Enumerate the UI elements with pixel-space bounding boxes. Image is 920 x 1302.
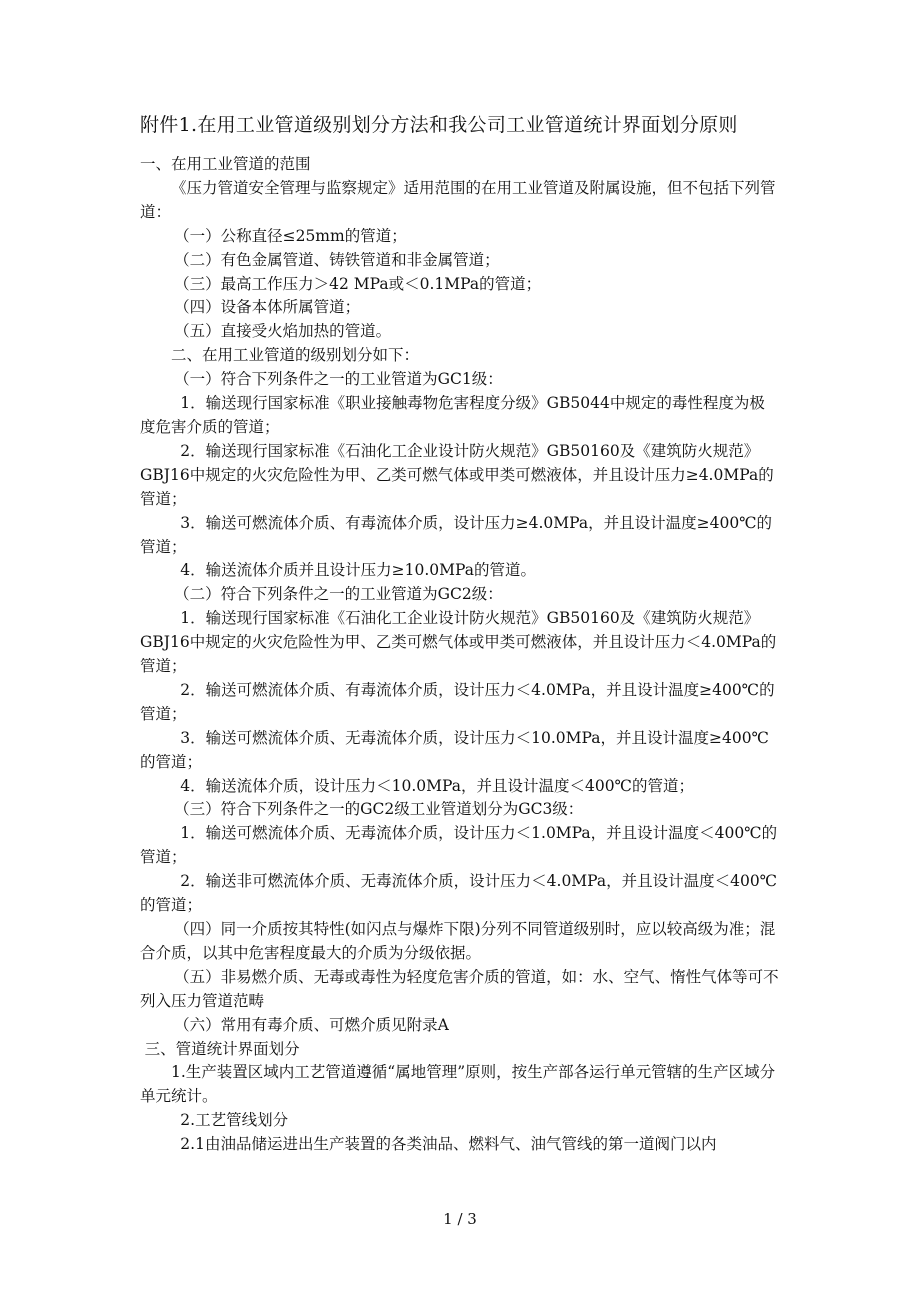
subsection-heading: （二）符合下列条件之一的工业管道为GC2级： [174,585,503,604]
list-item: （一）公称直径≤25mm的管道； [174,226,407,245]
list-item: 2．输送可燃流体介质、有毒流体介质，设计压力＜4.0MPa，并且设计温度≥400℃的管道； [140,680,775,723]
list-item: （三）最高工作压力＞42 MPa或＜0.1MPa的管道； [174,274,542,293]
page-number: 1 / 3 [443,1210,477,1228]
subsection-heading: （一）符合下列条件之一的工业管道为GC1级： [174,370,503,389]
list-item: （四）设备本体所属管道； [174,298,361,317]
list-item: 1．输送现行国家标准《职业接触毒物危害程度分级》GB5044中规定的毒性程度为极度危害介质的管道； [140,394,765,436]
paragraph: （六）常用有毒介质、可燃介质见附录A [174,1015,449,1034]
list-item: 4．输送流体介质，设计压力＜10.0MPa，并且设计温度＜400℃的管道； [180,776,694,795]
paragraph: （四）同一介质按其特性(如闪点与爆炸下限)分列不同管道级别时，应以较高级为准；混合介质，以其中危害程度最大的介质为分级依据。 [140,920,776,962]
section-heading: 三、管道统计界面划分 [144,1039,300,1058]
subsection-heading: （三）符合下列条件之一的GC2级工业管道划分为GC3级： [174,800,584,819]
list-item: 3．输送可燃流体介质、无毒流体介质，设计压力＜10.0MPa，并且设计温度≥400℃的管道； [140,728,769,771]
list-item: 2．输送非可燃流体介质、无毒流体介质，设计压力＜4.0MPa，并且设计温度＜400℃的管道； [140,872,778,915]
paragraph: 2.1由油品储运进出生产装置的各类油品、燃料气、油气管线的第一道阀门以内 [180,1135,717,1154]
section-heading: 一、在用工业管道的范围 [140,155,311,173]
list-item: （二）有色金属管道、铸铁管道和非金属管道； [174,250,500,269]
paragraph: 《压力管道安全管理与监察规定》适用范围的在用工业管道及附属设施，但不包括下列管道： [140,178,776,221]
document-title: 附件1.在用工业管道级别划分方法和我公司工业管道统计界面划分原则 [140,114,738,136]
list-item: 2．输送现行国家标准《石油化工企业设计防火规范》GB50160及《建筑防火规范》GBJ16中规定的火灾危险性为甲、乙类可燃气体或甲类可燃液体，并且设计压力≥4.0MPa的管道； [140,441,774,508]
paragraph: 2.工艺管线划分 [180,1111,289,1130]
list-item: 3．输送可燃流体介质、有毒流体介质，设计压力≥4.0MPa，并且设计温度≥400℃的管道； [140,513,773,556]
paragraph: 1.生产装置区域内工艺管道遵循“属地管理”原则，按生产部各运行单元管辖的生产区域分单元统计。 [140,1063,776,1106]
list-item: 1．输送现行国家标准《石油化工企业设计防火规范》GB50160及《建筑防火规范》GBJ16中规定的火灾危险性为甲、乙类可燃气体或甲类可燃液体，并且设计压力＜4.0MPa的管道； [140,609,777,676]
list-item: （五）直接受火焰加热的管道。 [174,322,392,341]
document-body [140,153,780,1157]
list-item: 4．输送流体介质并且设计压力≥10.0MPa的管道。 [180,561,537,580]
paragraph: （五）非易燃介质、无毒或毒性为轻度危害介质的管道，如：水、空气、惰性气体等可不列入压力管道范畴 [140,967,779,1010]
list-item: 1．输送可燃流体介质、无毒流体介质，设计压力＜1.0MPa，并且设计温度＜400℃的管道； [140,824,778,867]
section-heading: 二、在用工业管道的级别划分如下： [171,346,420,365]
